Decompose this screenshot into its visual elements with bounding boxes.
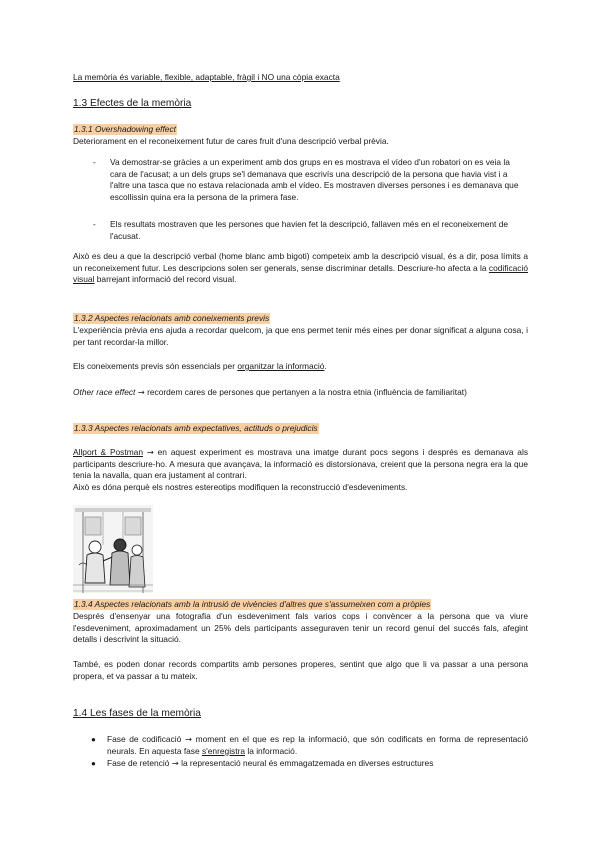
section-14-title: 1.4 Les fases de la memòria [73, 708, 201, 719]
subsection-134-paragraph: Després d'ensenyar una fotografia d'un esdeveniment fals varios cops i convèncer a la persona que va viure l'esdeveniment, aproximadament un 25% dels participants asseguraven tenir un record genuí del succés fals, afegint detalls i descrivint la situació. [73, 611, 528, 645]
subsection-132-paragraph: L'experiència prèvia ens ajuda a recordar quelcom, ja que ens permet tenir més eines per donar significat a alguna cosa, i per tant recordar-la millor. [73, 325, 528, 347]
intro-line: La memòria és variable, flexible, adaptable, fràgil i NO una còpia exacta [73, 72, 340, 82]
dash-marker: - [93, 219, 96, 229]
bullet-marker: ● [91, 759, 96, 768]
subsection-131-paragraph: Això es deu a que la descripció verbal (home blanc amb bigoti) competeix amb la descripció visual, és a dir, posa límits a un reconeixement futur. Les descripcions solen ser generals, sense discriminar detalls. Descriure-ho afecta a la codificació visual barrejant informació del record visual. [73, 251, 528, 285]
dash-marker: - [93, 157, 96, 167]
subsection-133-paragraph: Allport & Postman → en aquest experiment es mostrava una imatge durant pocs segons i després es demanava als participants descriure-ho. A mesura que avançava, la informació es distorsionava, creient que la persona negra era la que tenia la navalla, quan era justament al contrari. [73, 447, 529, 481]
list-item: Va demostrar-se gràcies a un experiment amb dos grups en es mostrava el vídeo d'un robatori on es veia la cara de l'acusat; a un dels grups se'l demanava que escrivís una descripció de la persona que havia vist i a l'altre una tasca que no estava relacionada amb el vídeo. Es mostraven diverses persones i es demanava que escollissin quina era la persona de la primera fase. [110, 157, 519, 202]
subsection-134-paragraph-2: També, es poden donar records compartits amb persones properes, sentint que algo que li va passar a una persona propera, et va passar a tu mateix. [73, 659, 528, 681]
allport-postman-illustration [73, 505, 153, 593]
subsection-132-paragraph-2: Els coneixements previs són essencials per organitzar la informació. [73, 361, 327, 371]
subsection-131-intro: Deteriorament en el reconeixement futur de cares fruit d'una descripció verbal prèvia. [73, 136, 389, 146]
subsection-133-heading: 1.3.3 Aspectes relacionats amb expectatives, actituds o prejudicis [74, 423, 318, 433]
list-item: Fase de retenció → la representació neural és emmagatzemada en diverses estructures [107, 758, 434, 768]
subsection-133-paragraph-2: Això es dóna perquè els nostres estereotips modifiquen la reconstrucció d'esdeveniments. [73, 482, 408, 492]
other-race-effect: Other race effect → recordem cares de persones que pertanyen a la nostra etnia (influència de familiaritat) [73, 387, 467, 397]
list-item: Els resultats mostraven que les persones que havien fet la descripció, fallaven més en el reconeixement de l'acusat. [110, 219, 509, 241]
subsection-132-heading: 1.3.2 Aspectes relacionats amb coneixements previs [74, 313, 270, 323]
subsection-131-heading: 1.3.1 Overshadowing effect [74, 124, 176, 134]
section-13-title: 1.3 Efectes de la memòria [73, 98, 192, 109]
list-item: Fase de codificació → moment en el que es rep la informació, que són codificats en forma de representació neurals. En aquesta fase s'enregistra la informació. [107, 734, 529, 756]
subsection-134-heading: 1.3.4 Aspectes relacionats amb la intrusió de vivències d'altres que s'assumeixen com a pròpies [74, 599, 431, 609]
bullet-marker: ● [91, 735, 96, 744]
